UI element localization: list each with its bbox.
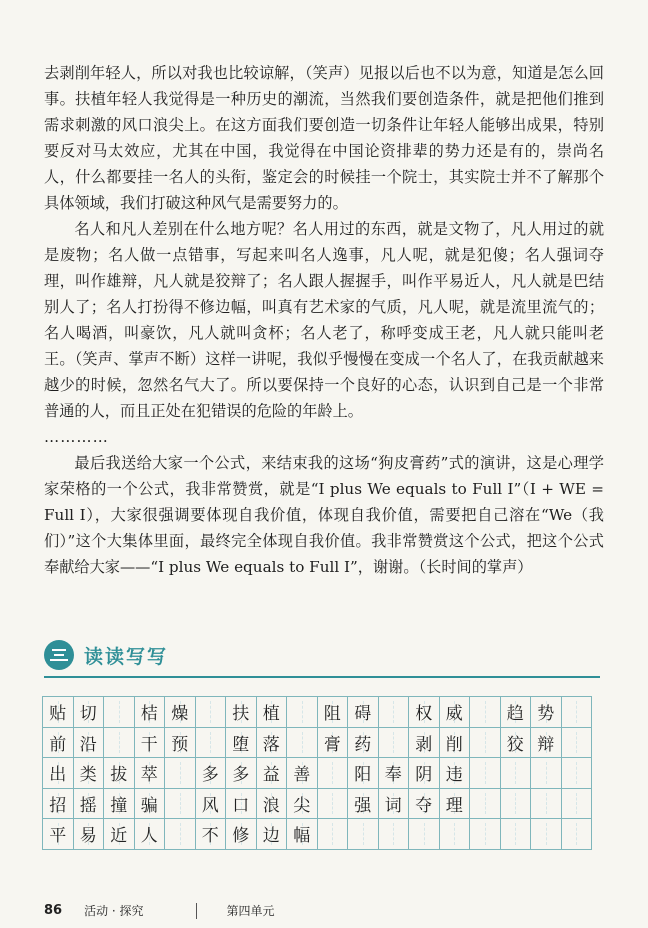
- grid-character: 药: [354, 734, 372, 755]
- grid-cell: [74, 758, 105, 789]
- grid-cell: [470, 819, 501, 850]
- grid-character: 植: [262, 704, 280, 725]
- grid-cell: [287, 728, 318, 759]
- grid-cell: [226, 697, 257, 728]
- paragraph: 最后我送给大家一个公式，来结束我的这场“狗皮膏药”式的演讲，这是心理学家荣格的一个公式，我非常赞赏，就是“I plus We equals to Full I”（I + WE = Full I），大家很强调要体现自我价值，体现自我价值，需要把自己溶在“We（我们）”这个大集体里面，最终完全体现自我价值。我非常赞赏这个公式，把这个公式奉献给大家——“I plus We equals to Full I”，谢谢。（长时间的掌声）: [44, 454, 604, 576]
- grid-cell: [348, 728, 379, 759]
- grid-character: 阳: [354, 765, 372, 786]
- grid-cell: [409, 728, 440, 759]
- grid-character: 沿: [79, 734, 97, 755]
- grid-cell: [226, 728, 257, 759]
- grid-character: 尖: [293, 795, 311, 816]
- grid-character: 人: [140, 826, 158, 847]
- grid-character: 招: [49, 795, 67, 816]
- grid-character: 强: [354, 795, 372, 816]
- grid-character: 权: [415, 704, 433, 725]
- grid-character: 拔: [110, 765, 128, 786]
- grid-cell: [135, 728, 166, 759]
- grid-cell: [409, 819, 440, 850]
- grid-cell: [43, 758, 74, 789]
- grid-cell: [562, 697, 593, 728]
- footer-left-label: 活动 · 探究: [84, 904, 144, 918]
- grid-cell: [165, 728, 196, 759]
- grid-cell: [470, 789, 501, 820]
- grid-character: 违: [445, 765, 463, 786]
- grid-character: 多: [232, 765, 250, 786]
- grid-cell: [43, 819, 74, 850]
- grid-character: 切: [79, 704, 97, 725]
- grid-cell: [501, 819, 532, 850]
- grid-cell: [379, 728, 410, 759]
- grid-cell: [226, 789, 257, 820]
- grid-cell: [348, 758, 379, 789]
- grid-cell: [104, 819, 135, 850]
- grid-cell: [440, 728, 471, 759]
- grid-character: 易: [79, 826, 97, 847]
- grid-character: 预: [171, 734, 189, 755]
- grid-character: 势: [537, 704, 555, 725]
- grid-cell: [104, 697, 135, 728]
- grid-cell: [348, 789, 379, 820]
- grid-character: 桔: [140, 704, 158, 725]
- grid-character: 干: [140, 734, 158, 755]
- grid-cell: [135, 819, 166, 850]
- grid-cell: [74, 728, 105, 759]
- grid-cell: [501, 789, 532, 820]
- grid-character: 阻: [323, 704, 341, 725]
- grid-cell: [287, 697, 318, 728]
- grid-cell: [501, 728, 532, 759]
- section-title: 读读写写: [84, 645, 169, 668]
- grid-character: 类: [79, 765, 97, 786]
- grid-character: 撞: [110, 795, 128, 816]
- grid-cell: [440, 819, 471, 850]
- grid-cell: [531, 728, 562, 759]
- grid-character: 堕: [232, 734, 250, 755]
- grid-cell: [440, 697, 471, 728]
- grid-character: 削: [445, 734, 463, 755]
- grid-cell: [135, 758, 166, 789]
- grid-character: 前: [49, 734, 67, 755]
- grid-character: 剥: [415, 734, 433, 755]
- grid-cell: [196, 697, 227, 728]
- grid-cell: [74, 819, 105, 850]
- grid-character: 燥: [171, 704, 189, 725]
- grid-cell: [348, 819, 379, 850]
- grid-cell: [196, 819, 227, 850]
- grid-character: 理: [445, 795, 463, 816]
- grid-character: 词: [384, 795, 402, 816]
- grid-cell: [409, 789, 440, 820]
- grid-cell: [409, 758, 440, 789]
- grid-cell: [318, 697, 349, 728]
- grid-character: 萃: [140, 765, 158, 786]
- article-body: [44, 60, 604, 580]
- grid-cell: [318, 789, 349, 820]
- grid-character: 膏: [323, 734, 341, 755]
- section-divider: [44, 676, 600, 678]
- grid-character: 不: [201, 826, 219, 847]
- grid-cell: [470, 758, 501, 789]
- grid-character: 辩: [537, 734, 555, 755]
- grid-character: 奉: [384, 765, 402, 786]
- grid-cell: [379, 819, 410, 850]
- grid-cell: [531, 697, 562, 728]
- grid-cell: [379, 758, 410, 789]
- three-circle-icon: [44, 640, 74, 670]
- grid-cell: [43, 789, 74, 820]
- grid-cell: [135, 789, 166, 820]
- grid-cell: [348, 697, 379, 728]
- grid-character: 摇: [79, 795, 97, 816]
- grid-cell: [74, 697, 105, 728]
- grid-cell: [104, 728, 135, 759]
- grid-character: 碍: [354, 704, 372, 725]
- grid-cell: [226, 819, 257, 850]
- grid-cell: [165, 819, 196, 850]
- grid-cell: [135, 697, 166, 728]
- grid-cell: [318, 758, 349, 789]
- grid-cell: [531, 758, 562, 789]
- grid-character: 风: [201, 795, 219, 816]
- grid-cell: [562, 789, 593, 820]
- grid-character: 阴: [415, 765, 433, 786]
- grid-character: 近: [110, 826, 128, 847]
- grid-cell: [470, 728, 501, 759]
- grid-character: 浪: [262, 795, 280, 816]
- grid-character: 出: [49, 765, 67, 786]
- grid-cell: [257, 819, 288, 850]
- paragraph: …………: [44, 428, 109, 446]
- grid-cell: [257, 697, 288, 728]
- grid-character: 夺: [415, 795, 433, 816]
- grid-character: 落: [262, 734, 280, 755]
- grid-cell: [196, 758, 227, 789]
- paragraph: 名人和凡人差别在什么地方呢？名人用过的东西，就是文物了，凡人用过的就是废物；名人做一点错事，写起来叫名人逸事，凡人呢，就是犯傻；名人强词夺理，叫作雄辩，凡人就是狡辩了；名人跟人握握手，叫作平易近人，凡人就是巴结别人了；名人打扮得不修边幅，叫真有艺术家的气质，凡人呢，就是流里流气的；名人喝酒，叫豪饮，凡人就叫贪杯；名人老了，称呼变成王老，凡人就只能叫老王。（笑声、掌声不断）这样一讲呢，我似乎慢慢在变成一个名人了，在我贡献越来越少的时候，忽然名气大了。所以要保持一个良好的心态，认识到自己是一个非常普通的人，而且正处在犯错误的危险的年龄上。: [44, 220, 604, 420]
- grid-cell: [287, 789, 318, 820]
- grid-cell: [562, 758, 593, 789]
- footer-right-label: 第四单元: [226, 904, 275, 918]
- grid-character: 幅: [293, 826, 311, 847]
- grid-cell: [531, 819, 562, 850]
- grid-character: 修: [232, 826, 250, 847]
- grid-character: 威: [445, 704, 463, 725]
- grid-cell: [440, 758, 471, 789]
- grid-cell: [501, 758, 532, 789]
- paragraph: 去剥削年轻人，所以对我也比较谅解，（笑声）见报以后也不以为意，知道是怎么回事。扶植年轻人我觉得是一种历史的潮流，当然我们要创造条件，就是把他们推到需求刺激的风口浪尖上。在这方面我们要创造一切条件让年轻人能够出成果，特别要反对马太效应，尤其在中国，我觉得在中国论资排辈的势力还是有的，崇尚名人，什么都要挂一名人的头衔，鉴定会的时候挂一个院士，其实院士并不了解那个具体领域，我们打破这种风气是需要努力的。: [44, 64, 604, 212]
- grid-character: 多: [201, 765, 219, 786]
- grid-cell: [562, 728, 593, 759]
- grid-cell: [104, 758, 135, 789]
- grid-cell: [43, 728, 74, 759]
- page-number: 86: [44, 903, 63, 918]
- grid-cell: [165, 758, 196, 789]
- grid-cell: [165, 697, 196, 728]
- grid-character: 边: [262, 826, 280, 847]
- grid-cell: [196, 789, 227, 820]
- grid-cell: [318, 728, 349, 759]
- grid-cell: [318, 819, 349, 850]
- grid-character: 扶: [232, 704, 250, 725]
- grid-cell: [257, 789, 288, 820]
- grid-character: 狡: [506, 734, 524, 755]
- grid-cell: [196, 728, 227, 759]
- grid-cell: [379, 789, 410, 820]
- grid-character: 骗: [140, 795, 158, 816]
- grid-cell: [440, 789, 471, 820]
- grid-cell: [287, 758, 318, 789]
- grid-cell: [409, 697, 440, 728]
- grid-character: 贴: [49, 704, 67, 725]
- page-footer: [44, 902, 275, 919]
- grid-cell: [562, 819, 593, 850]
- grid-cell: [43, 697, 74, 728]
- grid-cell: [501, 697, 532, 728]
- grid-cell: [257, 728, 288, 759]
- grid-character: 趋: [506, 704, 524, 725]
- grid-cell: [226, 758, 257, 789]
- grid-character: 平: [49, 826, 67, 847]
- grid-cell: [165, 789, 196, 820]
- section-heading: [44, 640, 168, 670]
- grid-character: 益: [262, 765, 280, 786]
- grid-cell: [74, 789, 105, 820]
- grid-cell: [257, 758, 288, 789]
- grid-cell: [470, 697, 501, 728]
- grid-cell: [531, 789, 562, 820]
- grid-cell: [104, 789, 135, 820]
- grid-character: 口: [232, 795, 250, 816]
- grid-cell: [287, 819, 318, 850]
- writing-grid: [42, 696, 592, 850]
- grid-character: 善: [293, 765, 311, 786]
- footer-separator: [196, 903, 197, 919]
- grid-cell: [379, 697, 410, 728]
